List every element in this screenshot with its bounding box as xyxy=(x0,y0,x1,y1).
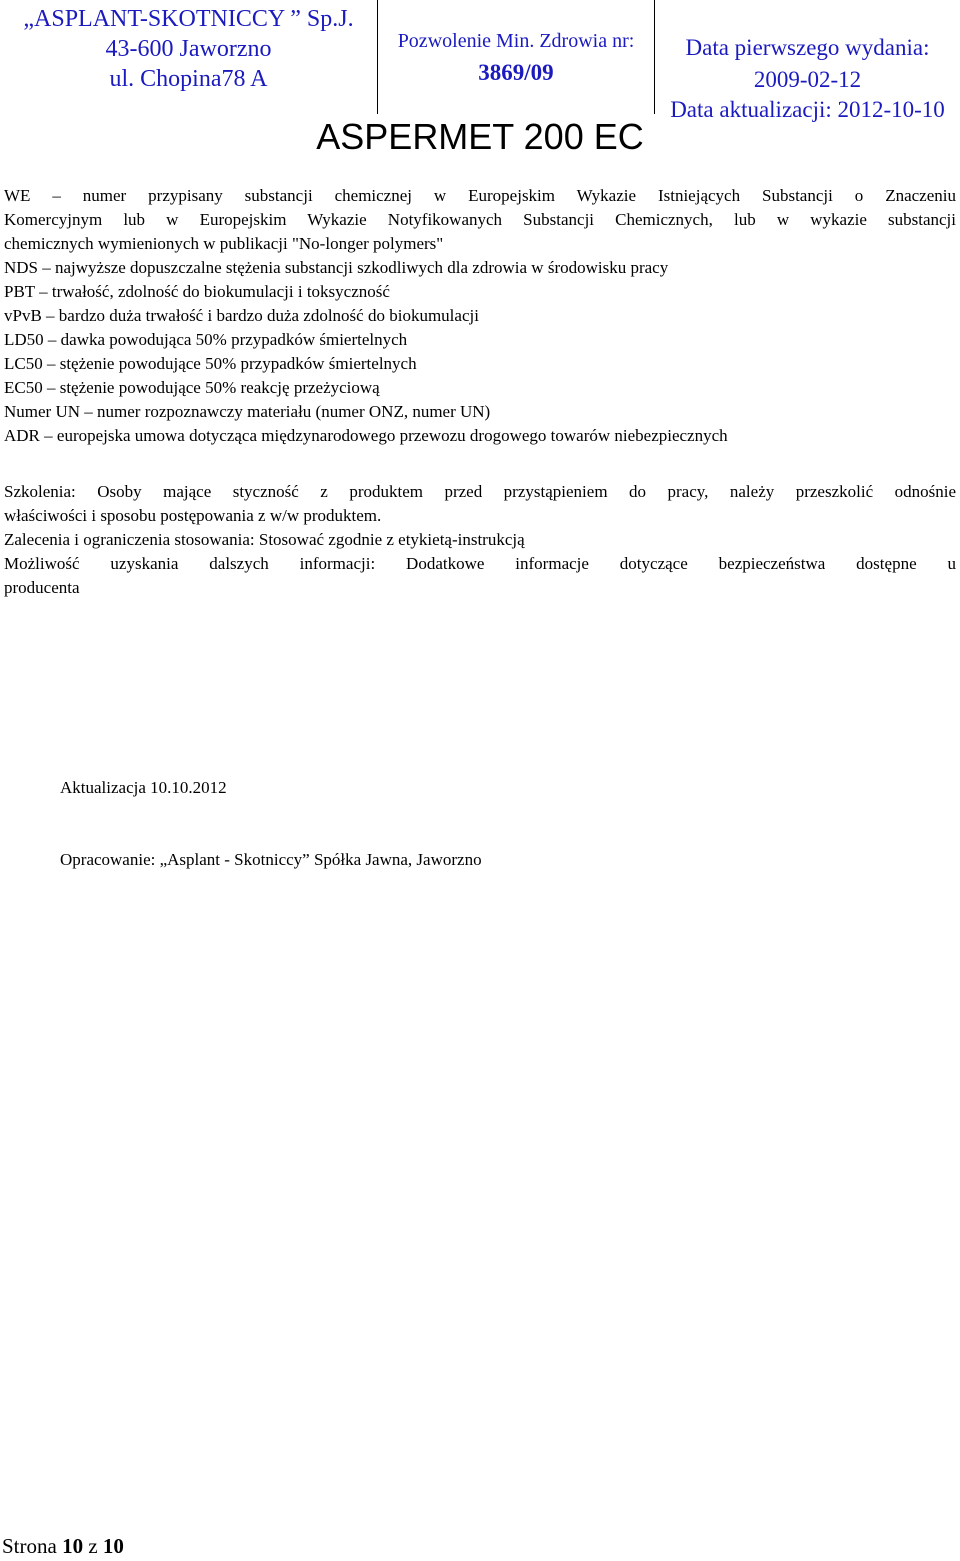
company-street: ul. Chopina78 A xyxy=(109,66,268,92)
abbreviation-line: vPvB – bardzo duża trwałość i bardzo duża zdolność do biokumulacji xyxy=(4,306,479,325)
permit-info xyxy=(378,0,655,114)
abbreviation-line: Numer UN – numer rozpoznawczy materiału (numer ONZ, numer UN) xyxy=(4,402,491,421)
first-issue-date: 2009-02-12 xyxy=(753,67,862,92)
abbreviation-line: LC50 – stężenie powodujące 50% przypadków śmiertelnych xyxy=(4,354,417,373)
info-line: Zalecenia i ograniczenia stosowania: Stosować zgodnie z etykietą-instrukcją xyxy=(4,530,525,549)
abbreviation-line: Komercyjnym lub w Europejskim Wykazie Notyfikowanych Substancji Chemicznych, lub w wykazie substancji xyxy=(4,210,956,229)
abbreviation-line: PBT – trwałość, zdolność do biokumulacji i toksyczność xyxy=(4,282,390,301)
info-line: Szkolenia: Osoby mające styczność z produktem przed przystąpieniem do pracy, należy przeszkolić odnośnie xyxy=(4,482,956,501)
current-page: 10 xyxy=(62,1534,84,1558)
total-pages: 10 xyxy=(102,1534,124,1558)
info-line: producenta xyxy=(4,578,80,597)
abbreviation-line: LD50 – dawka powodująca 50% przypadków śmiertelnych xyxy=(4,330,408,349)
company-city: 43-600 Jaworzno xyxy=(105,36,272,62)
info-line: właściwości i sposobu postępowania z w/w produktem. xyxy=(4,506,382,525)
of-word: z xyxy=(88,1534,98,1558)
abbreviations-list xyxy=(4,184,956,448)
page-number xyxy=(2,1532,124,1560)
abbreviation-line: EC50 – stężenie powodujące 50% reakcję przeżyciową xyxy=(4,378,380,397)
permit-label: Pozwolenie Min. Zdrowia nr: xyxy=(397,30,635,52)
info-line: Możliwość uzyskania dalszych informacji: Dodatkowe informacje dotyczące bezpieczeństwa dostępne u xyxy=(4,554,956,573)
abbreviation-line: NDS – najwyższe dopuszczalne stężenia substancji szkodliwych dla zdrowia w środowisku pracy xyxy=(4,258,669,277)
update-date: Data aktualizacji: 2012-10-10 xyxy=(670,97,945,122)
document-body xyxy=(4,184,956,600)
company-info xyxy=(0,0,378,114)
page-word: Strona xyxy=(2,1534,57,1558)
company-name: „ASPLANT-SKOTNICCY ” Sp.J. xyxy=(23,6,354,32)
additional-info-list xyxy=(4,480,956,600)
prepared-by: Opracowanie: „Asplant - Skotniccy” Spółka Jawna, Jaworzno xyxy=(60,850,482,869)
section-gap xyxy=(4,448,956,480)
abbreviation-line: WE – numer przypisany substancji chemicznej w Europejskim Wykazie Istniejących Substancji o Znaczeniu xyxy=(4,186,956,205)
first-issue-label: Data pierwszego wydania: xyxy=(685,35,930,60)
abbreviation-line: ADR – europejska umowa dotycząca międzynarodowego przewozu drogowego towarów niebezpiecznych xyxy=(4,426,728,445)
dates-info xyxy=(655,0,960,122)
abbreviation-line: chemicznych wymienionych w publikacji "No-longer polymers" xyxy=(4,234,444,253)
update-note: Aktualizacja 10.10.2012 xyxy=(60,778,227,797)
permit-number: 3869/09 xyxy=(478,60,554,85)
product-title: ASPERMET 200 EC xyxy=(316,116,644,157)
